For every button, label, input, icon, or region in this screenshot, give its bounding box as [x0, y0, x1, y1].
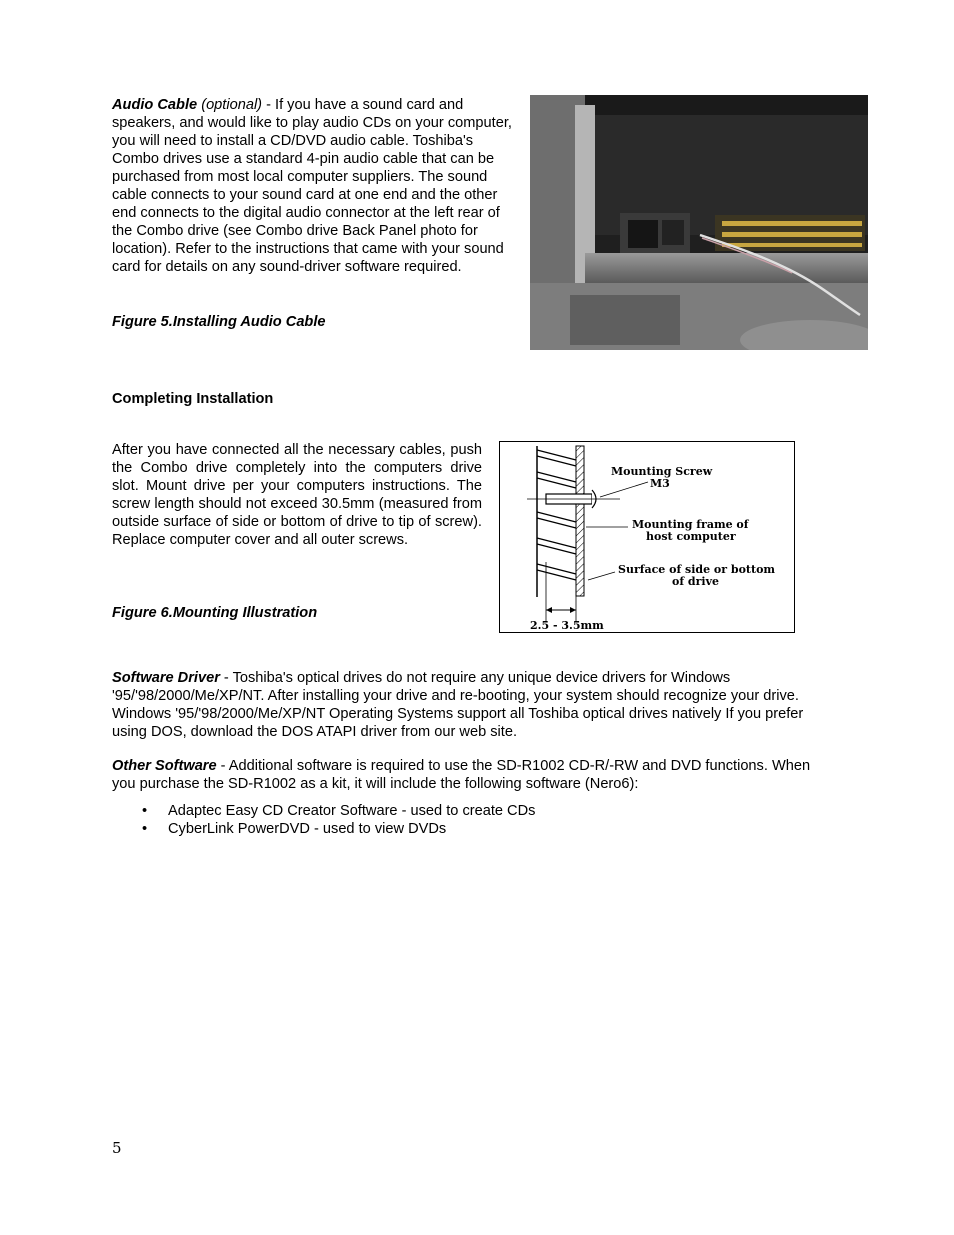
page-number: 5: [112, 1139, 122, 1157]
audio-cable-qualifier: (optional): [201, 97, 263, 113]
audio-cable-label: Audio Cable: [112, 97, 198, 113]
bullet-icon: •: [142, 803, 148, 819]
audio-cable-paragraph: [112, 96, 512, 276]
bullet-icon: •: [142, 821, 148, 837]
figure-6-caption: Figure 6.Mounting Illustration: [112, 605, 318, 621]
list-item-text: CyberLink PowerDVD - used to view DVDs: [168, 821, 447, 837]
completing-installation-paragraph: After you have connected all the necessary cables, push the Combo drive completely into the computers drive slot. Mount drive per your computers instructions. The screw length should not exceed 30.5mm (measured from outside surface of side or bottom of drive to tip of screw). Replace computer cover and all outer screws.: [112, 442, 482, 548]
other-software-paragraph: [112, 757, 832, 793]
diagram-label-frame-1: Mounting frame of: [632, 518, 749, 531]
software-driver-label: Software Driver: [112, 670, 220, 686]
mounting-diagram: [499, 441, 795, 633]
diagram-label-surface-2: of drive: [672, 575, 719, 588]
diagram-label-screw-2: M3: [650, 477, 670, 490]
diagram-label-frame-2: host computer: [646, 530, 736, 543]
diagram-dimension-label: 2.5 - 3.5mm: [530, 619, 604, 632]
list-item: [112, 802, 535, 820]
software-driver-paragraph: [112, 669, 832, 741]
software-list: [112, 802, 535, 838]
other-software-body: - Additional software is required to use the SD-R1002 CD-R/-RW and DVD functions. When you purchase the SD-R1002 as a kit, it will include the following software (Nero6):: [112, 758, 811, 792]
figure-5-caption: Figure 5.Installing Audio Cable: [112, 314, 326, 330]
software-driver-body: - Toshiba's optical drives do not require any unique device drivers for Windows '95/'98/2000/Me/XP/NT. After installing your drive and re-booting, your system should recognize your drive. Windows '95/'98/2000/Me/XP/NT Operating Systems support all Toshiba optical drives natively If you prefer using DOS, download the DOS ATAPI driver from our web site.: [112, 670, 804, 740]
completing-installation-heading: Completing Installation: [112, 391, 274, 407]
list-item-text: Adaptec Easy CD Creator Software - used to create CDs: [168, 803, 536, 819]
other-software-label: Other Software: [112, 758, 217, 774]
audio-cable-photo: [530, 95, 868, 350]
list-item: [112, 820, 535, 838]
audio-cable-body: - If you have a sound card and speakers, and would like to play audio CDs on your computer, you will need to install a CD/DVD audio cable. Toshiba's Combo drives use a standard 4-pin audio cable that can be purchased from most local computer suppliers. The sound cable connects to your sound card at one end and the other end connects to the digital audio connector at the left rear of the Combo drive (see Combo drive Back Panel photo for location). Refer to the instructions that came with your sound card for details on any sound-driver software required.: [112, 97, 512, 275]
mounting-diagram-drawing: [500, 442, 794, 632]
diagram-label-surface-1: Surface of side or bottom: [618, 563, 776, 576]
diagram-label-screw-1: Mounting Screw: [611, 465, 713, 478]
